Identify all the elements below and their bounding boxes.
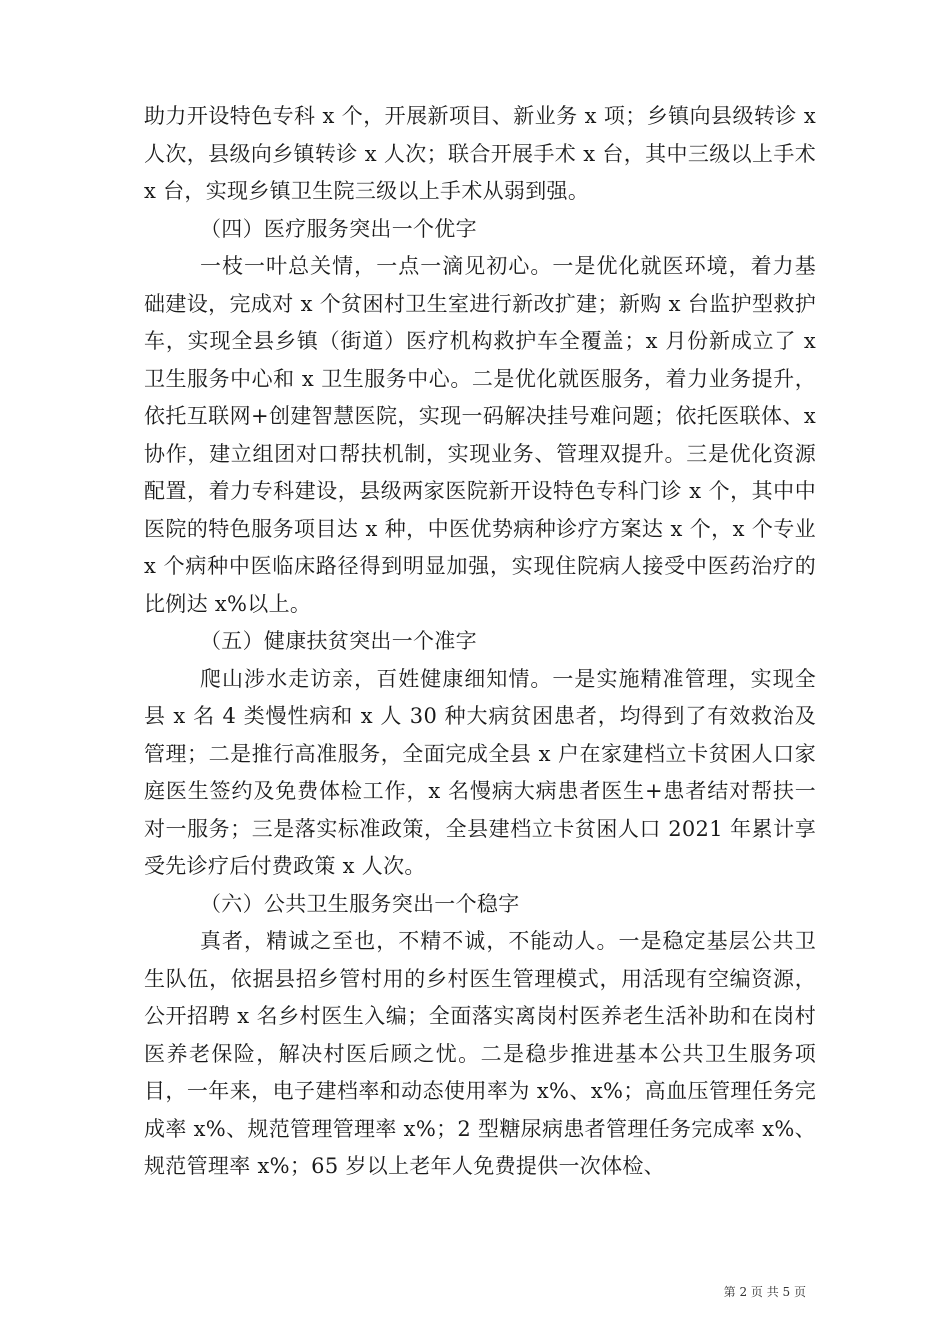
body-paragraph: 真者，精诚之至也，不精不诚，不能动人。一是稳定基层公共卫生队伍，依据县招乡管村用的乡村医生管理模式，用活现有空编资源，公开招聘 x 名乡村医生入编；全面落实离岗村医养老生活补助和在岗村医养老保险，解决村医后顾之忧。二是稳步推进基本公共卫生服务项目，一年来，电子建档率和动态使用率为 x%、x%；高血压管理任务完成率 x%、规范管理管理率 x%；2 型糖尿病患者管理任务完成率 x%、规范管理率 x%；65 岁以上老年人免费提供一次体检、 — [144, 929, 816, 1178]
body-paragraph: 助力开设特色专科 x 个，开展新项目、新业务 x 项；乡镇向县级转诊 x 人次，县级向乡镇转诊 x 人次；联合开展手术 x 台，其中三级以上手术 x 台，实现乡镇卫生院三级以上手术从弱到强。 — [144, 104, 816, 203]
section-heading: （六）公共卫生服务突出一个稳字 — [200, 891, 520, 916]
body-paragraph: 爬山涉水走访亲，百姓健康细知情。一是实施精准管理，实现全县 x 名 4 类慢性病和 x 人 30 种大病贫困患者，均得到了有效救治及管理；二是推行高准服务，全面完成全县 x 户在家建档立卡贫困人口家庭医生签约及免费体检工作，x 名慢病大病患者医生+患者结对帮扶一对一服务；三是落实标准政策，全县建档立卡贫困人口 2021 年累计享受先诊疗后付费政策 x 人次。 — [144, 666, 816, 878]
section-heading: （五）健康扶贫突出一个准字 — [200, 629, 477, 653]
page-number-footer: 第 2 页 共 5 页 — [723, 1285, 806, 1299]
body-paragraph: 一枝一叶总关情，一点一滴见初心。一是优化就医环境，着力基础建设，完成对 x 个贫困村卫生室进行新改扩建；新购 x 台监护型救护车，实现全县乡镇（街道）医疗机构救护车全覆盖；x 月份新成立了 x 卫生服务中心和 x 卫生服务中心。二是优化就医服务，着力业务提升，依托互联网+创建智慧医院，实现一码解决挂号难问题；依托医联体、x 协作，建立组团对口帮扶机制，实现业务、管理双提升。三是优化资源配置，着力专科建设，县级两家医院新开设特色专科门诊 x 个，其中中医院的特色服务项目达 x 种，中医优势病种诊疗方案达 x 个，x 个专业 x 个病种中医临床路径得到明显加强，实现住院病人接受中医药治疗的比例达 x%以上。 — [144, 254, 816, 616]
document-body — [144, 98, 816, 1186]
section-heading: （四）医疗服务突出一个优字 — [200, 216, 477, 241]
